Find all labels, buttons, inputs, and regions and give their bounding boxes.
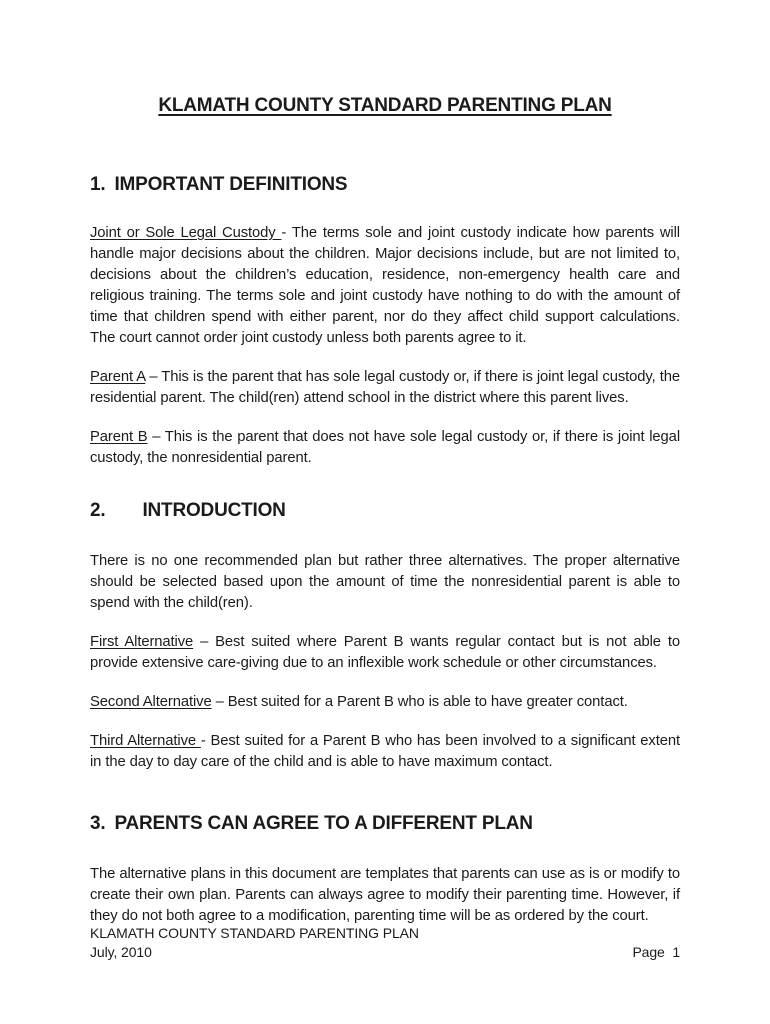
para-parent-b xyxy=(90,427,680,469)
para-third-alternative-text: - Best suited for a Parent B who has been involved to a significant extent in the day to day care of the child and is able to have maximum contact. xyxy=(90,733,680,770)
section-3-number: 3. xyxy=(90,813,106,834)
term-parent-b: Parent B xyxy=(90,429,148,445)
footer-page-number: Page 1 xyxy=(632,944,680,960)
document-title-text: KLAMATH COUNTY STANDARD PARENTING PLAN xyxy=(158,95,612,116)
footer-date: July, 2010 xyxy=(90,944,152,960)
section-2-number: 2. xyxy=(90,500,106,521)
footer-document-name: KLAMATH COUNTY STANDARD PARENTING PLAN xyxy=(90,925,419,941)
term-second-alternative: Second Alternative xyxy=(90,694,212,710)
para-joint-or-sole-legal-custody-text: - The terms sole and joint custody indicate how parents will handle major decisions about the children. Major decisions include, but are not limited to, decisions about the children’s education, residence, non-emergency health care and religious training. The terms sole and joint custody have nothing to do with the amount of time that children spend with either parent, nor do they affect child support calculations. The court cannot order joint custody unless both parents agree to it. xyxy=(90,225,680,346)
page-footer xyxy=(90,924,680,962)
para-introduction: There is no one recommended plan but rather three alternatives. The proper alternative should be selected based upon the amount of time the nonresidential parent is able to spend with the child(ren). xyxy=(90,553,680,611)
section-2-heading-text: INTRODUCTION xyxy=(142,500,286,521)
section-2-heading xyxy=(90,499,680,522)
para-parent-a xyxy=(90,367,680,409)
section-1-number: 1. xyxy=(90,174,106,195)
para-joint-or-sole-legal-custody xyxy=(90,223,680,349)
section-3-heading xyxy=(90,812,680,835)
section-3-heading-text: PARENTS CAN AGREE TO A DIFFERENT PLAN xyxy=(114,813,533,834)
section-1-heading xyxy=(90,173,680,196)
para-different-plan: The alternative plans in this document are templates that parents can use as is or modify to create their own plan. Parents can always agree to modify their parenting time. However, if they do not both agree to a modification, parenting time will be as ordered by the court. xyxy=(90,866,680,924)
term-joint-or-sole-legal-custody: Joint or Sole Legal Custody xyxy=(90,225,282,241)
para-second-alternative xyxy=(90,692,680,713)
para-third-alternative xyxy=(90,731,680,773)
footer-second-row xyxy=(90,943,680,962)
para-parent-a-text: – This is the parent that has sole legal custody or, if there is joint legal custody, the residential parent. The child(ren) attend school in the district where this parent lives. xyxy=(90,369,680,406)
section-1-heading-text: IMPORTANT DEFINITIONS xyxy=(114,174,348,195)
para-first-alternative-text: – Best suited where Parent B wants regular contact but is not able to provide extensive care-giving due to an inflexible work schedule or other circumstances. xyxy=(90,634,680,671)
document-title xyxy=(90,94,680,118)
para-second-alternative-text: – Best suited for a Parent B who is able to have greater contact. xyxy=(211,694,628,710)
term-third-alternative: Third Alternative xyxy=(90,733,201,749)
para-parent-b-text: – This is the parent that does not have sole legal custody or, if there is joint legal custody, the nonresidential parent. xyxy=(90,429,681,466)
term-parent-a: Parent A xyxy=(90,369,146,385)
para-first-alternative xyxy=(90,632,680,674)
term-first-alternative: First Alternative xyxy=(90,634,194,650)
